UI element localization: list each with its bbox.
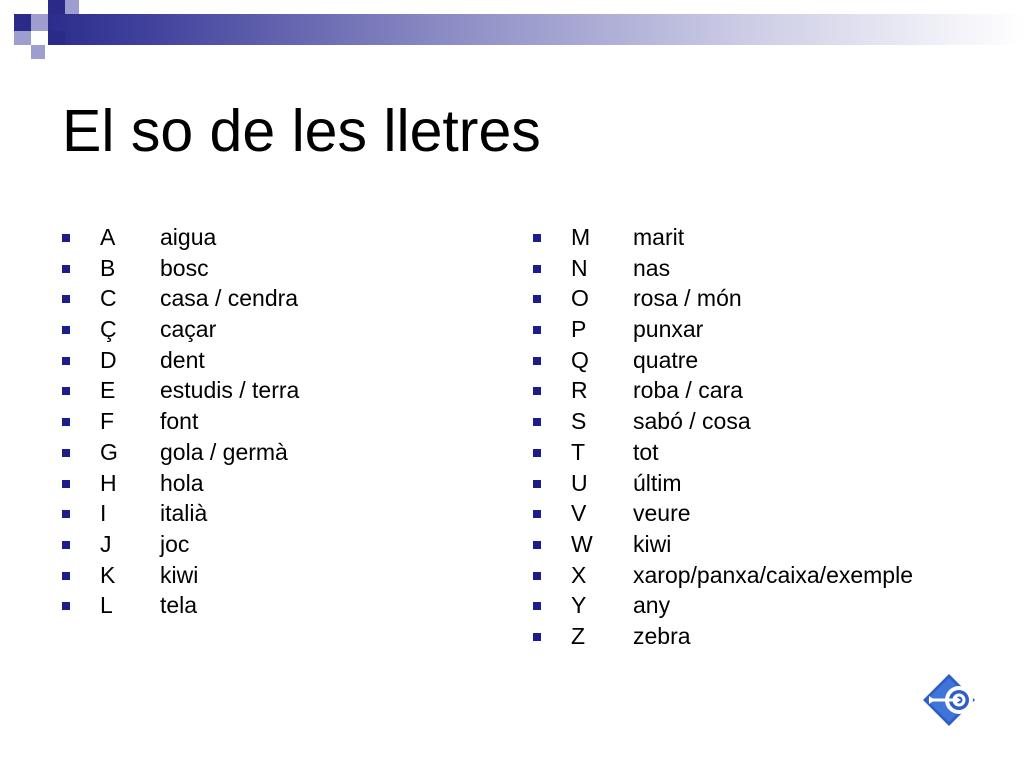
square-bullet-icon <box>62 265 70 273</box>
square-bullet-icon <box>62 387 70 395</box>
sound-target-icon <box>919 670 979 730</box>
square-bullet-icon <box>62 234 70 242</box>
square-bullet-icon <box>62 326 70 334</box>
square-bullet-icon <box>533 602 541 610</box>
item-word: quatre <box>633 346 699 373</box>
square-bullet-icon <box>62 541 70 549</box>
square-bullet-icon <box>533 326 541 334</box>
square-bullet-icon <box>533 510 541 518</box>
square-bullet-icon <box>62 449 70 457</box>
square-bullet-icon <box>62 572 70 580</box>
header-gradient-bar <box>48 14 1024 45</box>
square-bullet-icon <box>533 449 541 457</box>
square-bullet-icon <box>533 295 541 303</box>
item-word: zebra <box>633 622 691 649</box>
item-letter: J <box>100 530 112 557</box>
item-word: casa / cendra <box>160 285 299 312</box>
header-square-light-2 <box>14 31 31 45</box>
item-letter: K <box>100 561 116 588</box>
item-word: estudis / terra <box>160 377 300 404</box>
square-bullet-icon <box>62 480 70 488</box>
item-word: xarop/panxa/caixa/exemple <box>633 561 913 588</box>
item-word: veure <box>633 500 691 527</box>
item-word: caçar <box>160 316 217 343</box>
square-bullet-icon <box>62 357 70 365</box>
item-word: rosa / món <box>633 285 742 312</box>
item-word: dent <box>160 346 205 373</box>
item-letter: P <box>571 316 587 343</box>
item-letter: E <box>100 377 116 404</box>
header-square-light-3 <box>31 45 45 59</box>
square-bullet-icon <box>533 541 541 549</box>
item-word: sabó / cosa <box>633 408 751 435</box>
item-word: gola / germà <box>160 438 288 465</box>
item-word: aigua <box>160 224 217 250</box>
square-bullet-icon <box>533 633 541 641</box>
square-bullet-icon <box>533 265 541 273</box>
item-word: marit <box>633 224 685 250</box>
square-bullet-icon <box>533 234 541 242</box>
square-bullet-icon <box>533 357 541 365</box>
item-letter: T <box>571 438 586 465</box>
item-letter: R <box>571 377 588 404</box>
item-letter: X <box>571 561 587 588</box>
item-letter: B <box>100 254 116 281</box>
square-bullet-icon <box>62 295 70 303</box>
item-word: punxar <box>633 316 704 343</box>
item-word: italià <box>160 500 208 527</box>
item-letter: F <box>100 408 115 435</box>
item-word: any <box>633 592 671 619</box>
item-word: nas <box>633 254 671 281</box>
item-letter: L <box>100 592 113 619</box>
item-letter: O <box>571 285 589 312</box>
item-letter: Y <box>571 592 587 619</box>
sound-button[interactable] <box>919 670 979 730</box>
square-bullet-icon <box>533 387 541 395</box>
item-letter: Ç <box>100 316 117 343</box>
item-letter: M <box>571 224 591 250</box>
item-letter: Z <box>571 622 586 649</box>
item-letter: N <box>571 254 588 281</box>
header-square-dark-1 <box>14 14 31 31</box>
item-word: kiwi <box>633 530 672 557</box>
item-letter: W <box>571 530 593 557</box>
item-word: joc <box>160 530 190 557</box>
item-letter: G <box>100 438 118 465</box>
item-letter: I <box>100 500 107 527</box>
header-square-light-1 <box>31 14 48 31</box>
item-letter: D <box>100 346 117 373</box>
item-letter: H <box>100 469 117 496</box>
square-bullet-icon <box>62 418 70 426</box>
item-letter: Q <box>571 346 589 373</box>
header-square-dark-2 <box>48 0 65 14</box>
item-letter: S <box>571 408 587 435</box>
square-bullet-icon <box>533 480 541 488</box>
item-letter: A <box>100 224 116 250</box>
item-letter: C <box>100 285 117 312</box>
header-square-light-4 <box>65 0 79 14</box>
item-word: bosc <box>160 254 209 281</box>
item-word: hola <box>160 469 204 496</box>
square-bullet-icon <box>533 418 541 426</box>
item-word: últim <box>633 469 682 496</box>
item-letter: V <box>571 500 587 527</box>
slide-title: El so de les lletres <box>62 98 541 164</box>
item-word: font <box>160 408 199 435</box>
item-word: tela <box>160 592 198 619</box>
square-bullet-icon <box>533 572 541 580</box>
item-word: tot <box>633 438 659 465</box>
item-letter: U <box>571 469 588 496</box>
header-square-dark-3 <box>48 31 65 45</box>
square-bullet-icon <box>62 602 70 610</box>
item-word: roba / cara <box>633 377 743 404</box>
square-bullet-icon <box>62 510 70 518</box>
item-word: kiwi <box>160 561 199 588</box>
